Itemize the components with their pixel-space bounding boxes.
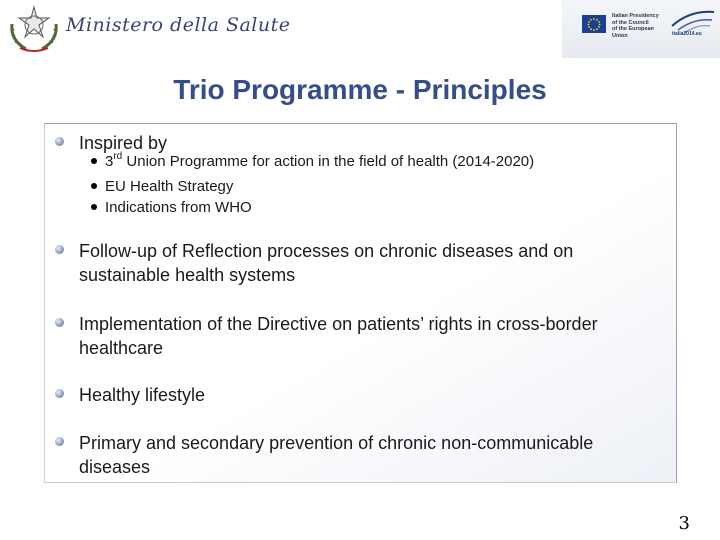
bullet-icon [55, 318, 64, 327]
sub-list-item: EU Health Strategy [105, 178, 234, 195]
bullet-icon [55, 437, 64, 446]
slide-title: Trio Programme - Principles [173, 74, 547, 105]
sub-bullet-icon [91, 158, 97, 164]
sub-list-item: 3rd Union Programme for action in the field of health (2014-2020) [105, 151, 535, 170]
bullet-icon [55, 137, 64, 146]
italian-presidency-logo [562, 0, 720, 58]
presidency-text: Italian Presidency of the Council of the European Union [612, 13, 659, 39]
sub-list-item: Indications from WHO [105, 199, 252, 216]
list-item: Follow-up of Reflection processes on chronic diseases and on sustainable health systems [79, 241, 574, 285]
presidency-footer: italia2014.eu [672, 31, 702, 37]
list-item: Inspired by [79, 133, 168, 153]
bullet-icon [55, 389, 64, 398]
ministry-name: Ministero della Salute [66, 14, 291, 36]
list-item: Primary and secondary prevention of chronic non-communicable diseases [79, 433, 594, 477]
list-item: Healthy lifestyle [79, 385, 206, 405]
sub-bullet-icon [91, 204, 97, 210]
italian-emblem-icon [6, 4, 62, 54]
list-item: Implementation of the Directive on patients’ rights in cross-border healthcare [79, 314, 598, 358]
page-number: 3 [678, 513, 690, 534]
eu-flag-icon [582, 15, 606, 33]
sub-bullet-icon [91, 183, 97, 189]
bullet-icon [55, 245, 64, 254]
